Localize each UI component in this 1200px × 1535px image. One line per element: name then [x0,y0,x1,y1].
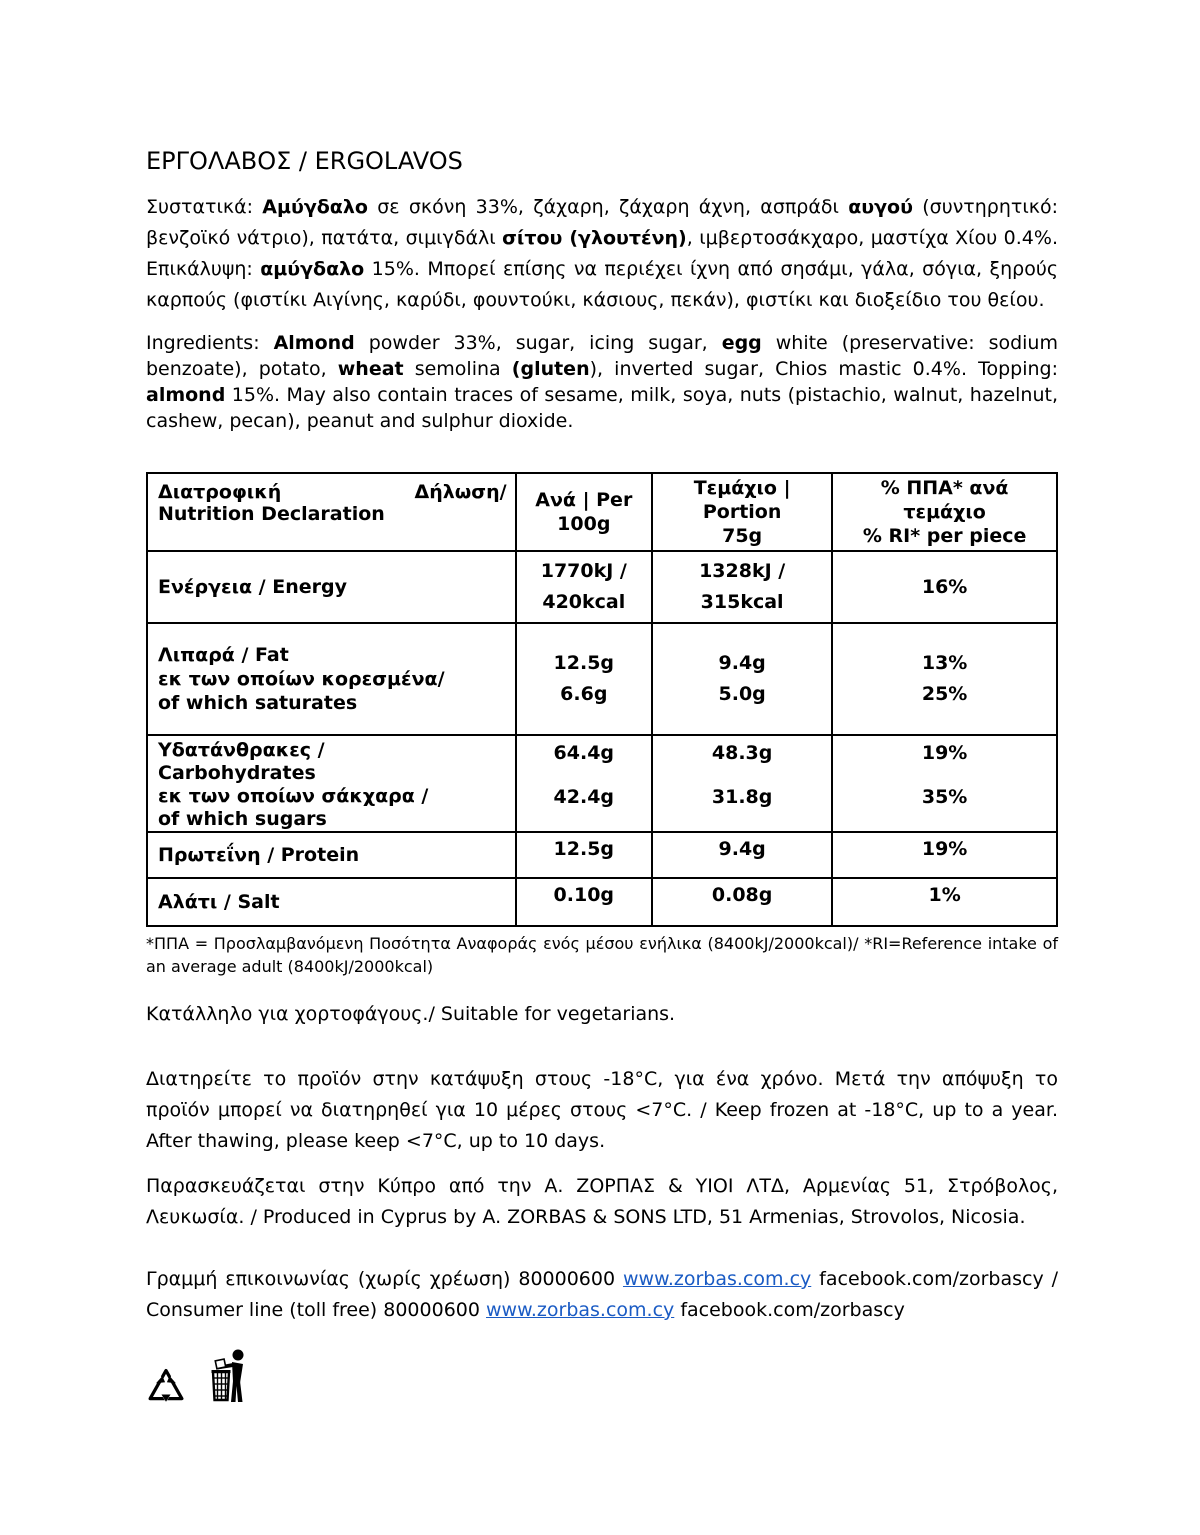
ingredients-greek [146,192,1058,316]
text-segment: , ιμβερτοσάκχαρο, μαστίχα Χίου 0.4%. Επικάλυψη: [146,227,1058,280]
header-ri-per-piece: % ΠΠΑ* ανά τεμάχιο % RI* per piece [832,473,1057,551]
packaging-icons [146,1348,1058,1408]
protein-portion: 9.4g [652,832,832,878]
nutrition-table [146,472,1058,927]
header-per-100g: Ανά | Per 100g [516,473,653,551]
text-segment: 15%. Μπορεί επίσης να περιέχει ίχνη από σησάμι, γάλα, σόγια, ξηρούς καρπούς (φιστίκι Αιγίνης, καρύδι, φουντούκι, κάσιους, πεκάν), φιστίκι και διοξείδιο του θείου. [146,258,1058,311]
text-segment: powder 33%, sugar, icing sugar, [354,332,722,354]
text-segment: wheat [337,358,404,380]
salt-portion: 0.08g [652,878,832,926]
table-row-carbohydrates [147,735,1057,832]
text-segment: Αμύγδαλο [262,196,368,218]
reference-intake-footnote: *ΠΠΑ = Προσλαμβανόμενη Ποσότητα Αναφοράς ενός μέσου ενήλικα (8400kJ/2000kcal)/ *RI=Reference intake of an average adult (8400kJ/2000kcal) [146,934,1058,976]
text-segment: Ingredients: [146,332,274,354]
fat-portion: 9.4g 5.0g [652,623,832,735]
website-link[interactable]: www.zorbas.com.cy [486,1299,675,1321]
storage-instructions: Διατηρείτε το προϊόν στην κατάψυξη στους -18°C, για ένα χρόνο. Μετά την απόψυξη το προϊόν μπορεί να διατηρηθεί για 10 μέρες στους <7°C. / Keep frozen at -18°C, up to a year. After thawing, please keep <7°C, up to 10 days. [146,1068,1058,1152]
text-segment: egg [721,332,762,354]
energy-ri: 16% [832,551,1057,623]
website-link[interactable]: www.zorbas.com.cy [622,1268,812,1290]
vegetarian-note: Κατάλληλο για χορτοφάγους./ Suitable for vegetarians. [146,1003,676,1025]
fat-label: Λιπαρά / Fat εκ των οποίων κορεσμένα/ of which saturates [147,623,516,735]
recycling-icon [146,1366,186,1408]
text-segment: ), inverted sugar, Chios mastic 0.4%. Topping: [589,358,1058,380]
carbohydrates-label: Υδατάνθρακες / Carbohydrates εκ των οποίων σάκχαρα / of which sugars [147,735,516,832]
text-segment: Γραμμή επικοινωνίας (χωρίς χρέωση) 80000600 [146,1268,623,1290]
text-segment: (gluten [511,358,590,380]
table-row-salt [147,878,1057,926]
header-col1-line1 [158,481,507,503]
header-col1-greek: Διατροφική [158,481,282,503]
text-segment: almond [146,384,226,406]
text-segment: (συντηρητικό: βενζοϊκό νάτριο), πατάτα, σιμιγδάλι [146,196,1058,249]
tidyman-icon [210,1348,252,1408]
salt-label: Αλάτι / Salt [147,878,516,926]
header-col1-greek-2: Δήλωση/ [414,481,507,503]
contact-info [146,1264,1058,1326]
nutrition-table-header-row [147,473,1057,551]
carbohydrates-portion: 48.3g 31.8g [652,735,832,832]
table-row-fat [147,623,1057,735]
protein-per100: 12.5g [516,832,653,878]
text-segment: facebook.com/zorbascy [674,1299,905,1321]
energy-label: Ενέργεια / Energy [147,551,516,623]
fat-per100: 12.5g 6.6g [516,623,653,735]
carbohydrates-per100: 64.4g 42.4g [516,735,653,832]
text-segment: αμύγδαλο [260,258,365,280]
carbohydrates-ri: 19% 35% [832,735,1057,832]
text-segment: Συστατικά: [146,196,263,218]
salt-ri: 1% [832,878,1057,926]
table-row-protein [147,832,1057,878]
text-segment: σε σκόνη 33%, ζάχαρη, ζάχαρη άχνη, ασπράδι [367,196,849,218]
text-segment: αυγού [848,196,913,218]
header-col1-english: Nutrition Declaration [158,503,385,525]
energy-per100: 1770kJ / 420kcal [516,551,653,623]
text-segment: facebook.com/zorbascy / Consumer line (toll free) 80000600 [146,1268,1059,1321]
text-segment: 15%. May also contain traces of sesame, milk, soya, nuts (pistachio, walnut, hazelnut, cashew, pecan), peanut and sulphur dioxide. [146,384,1058,432]
text-segment: semolina [403,358,512,380]
text-segment: Almond [273,332,355,354]
producer-info: Παρασκευάζεται στην Κύπρο από την Α. ΖΟΡΠΑΣ & ΥΙΟΙ ΛΤΔ, Αρμενίας 51, Στρόβολος, Λευκωσία. / Produced in Cyprus by A. ZORBAS & SONS LTD, 51 Armenias, Strovolos, Nicosia. [146,1175,1058,1228]
ingredients-english [146,330,1058,434]
protein-ri: 19% [832,832,1057,878]
fat-ri: 13% 25% [832,623,1057,735]
salt-per100: 0.10g [516,878,653,926]
header-nutrition-declaration [147,473,516,551]
protein-label: Πρωτεΐνη / Protein [147,832,516,878]
header-portion-75g: Τεμάχιο | Portion 75g [652,473,832,551]
text-segment: σίτου (γλουτένη) [502,227,687,249]
table-row-energy [147,551,1057,623]
text-segment: white (preservative: sodium benzoate), potato, [146,332,1058,380]
energy-portion: 1328kJ / 315kcal [652,551,832,623]
product-title: ΕΡΓΟΛΑΒΟΣ / ERGOLAVOS [146,147,463,175]
